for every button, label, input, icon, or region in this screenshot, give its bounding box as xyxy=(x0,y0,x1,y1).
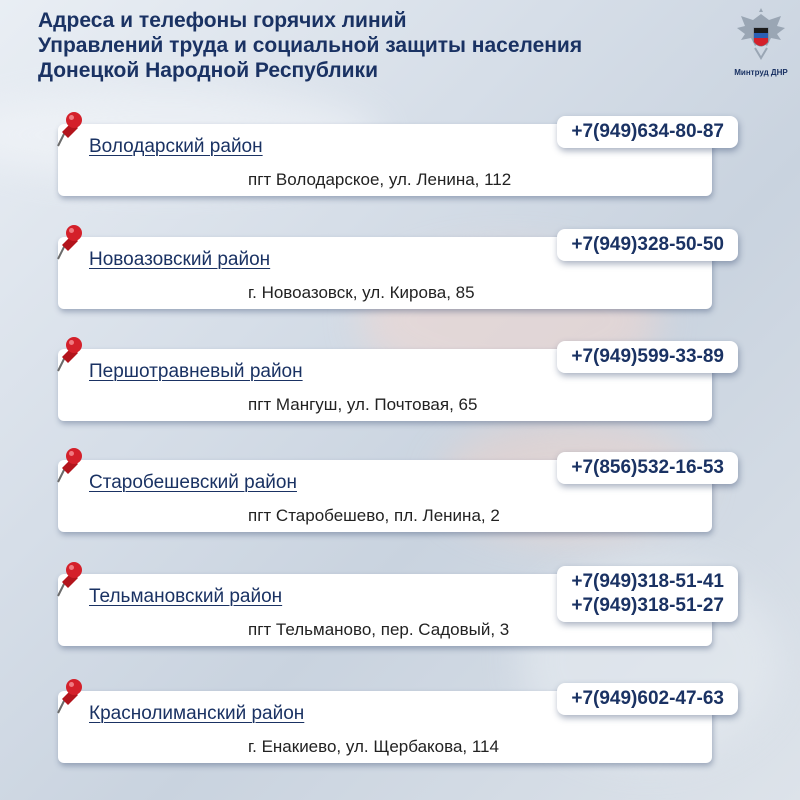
pushpin-icon xyxy=(48,560,84,600)
pushpin-icon xyxy=(48,223,84,263)
title-line-2: Управлений труда и социальной защиты населения xyxy=(38,34,583,57)
district-name-link[interactable]: Старобешевский район xyxy=(89,472,297,493)
phone-number-link[interactable]: +7(856)532-16-53 xyxy=(571,457,724,478)
page-title xyxy=(38,8,678,83)
district-name-link[interactable]: Новоазовский район xyxy=(89,249,271,270)
district-address: пгт Старобешево, пл. Ленина, 2 xyxy=(248,506,500,525)
pushpin-icon xyxy=(48,677,84,717)
phone-number-link[interactable]: +7(949)599-33-89 xyxy=(571,346,724,367)
district-name-link[interactable]: Першотравневый район xyxy=(89,361,303,382)
phone-number-link[interactable]: +7(949)328-50-50 xyxy=(571,234,724,255)
district-address: г. Енакиево, ул. Щербакова, 114 xyxy=(248,737,499,756)
phone-badge xyxy=(557,566,738,622)
district-name-link[interactable]: Тельмановский район xyxy=(89,586,283,607)
phone-number-link[interactable]: +7(949)602-47-63 xyxy=(571,688,724,709)
district-name-link[interactable]: Володарский район xyxy=(89,136,263,157)
district-name-link[interactable]: Краснолиманский район xyxy=(89,703,305,724)
pushpin-icon xyxy=(48,110,84,150)
pushpin-icon xyxy=(48,446,84,486)
phone-badge xyxy=(557,116,738,148)
phone-badge xyxy=(557,683,738,715)
phone-number-link[interactable]: +7(949)634-80-87 xyxy=(571,121,724,142)
district-address: пгт Володарское, ул. Ленина, 112 xyxy=(248,170,512,189)
phone-badge xyxy=(557,452,738,484)
phone-badge xyxy=(557,341,738,373)
pushpin-icon xyxy=(48,335,84,375)
phone-number-link[interactable]: +7(949)318-51-27 xyxy=(571,595,724,616)
logo-label: Минтруд ДНР xyxy=(734,68,788,77)
title-line-1: Адреса и телефоны горячих линий xyxy=(38,9,407,32)
district-address: пгт Мангуш, ул. Почтовая, 65 xyxy=(248,395,478,414)
phone-badge xyxy=(557,229,738,261)
eagle-emblem-icon xyxy=(733,8,789,66)
logo xyxy=(728,8,794,90)
title-line-3: Донецкой Народной Республики xyxy=(38,59,378,82)
district-address: г. Новоазовск, ул. Кирова, 85 xyxy=(248,283,475,302)
phone-number-link[interactable]: +7(949)318-51-41 xyxy=(571,571,724,592)
district-address: пгт Тельманово, пер. Садовый, 3 xyxy=(248,620,510,639)
